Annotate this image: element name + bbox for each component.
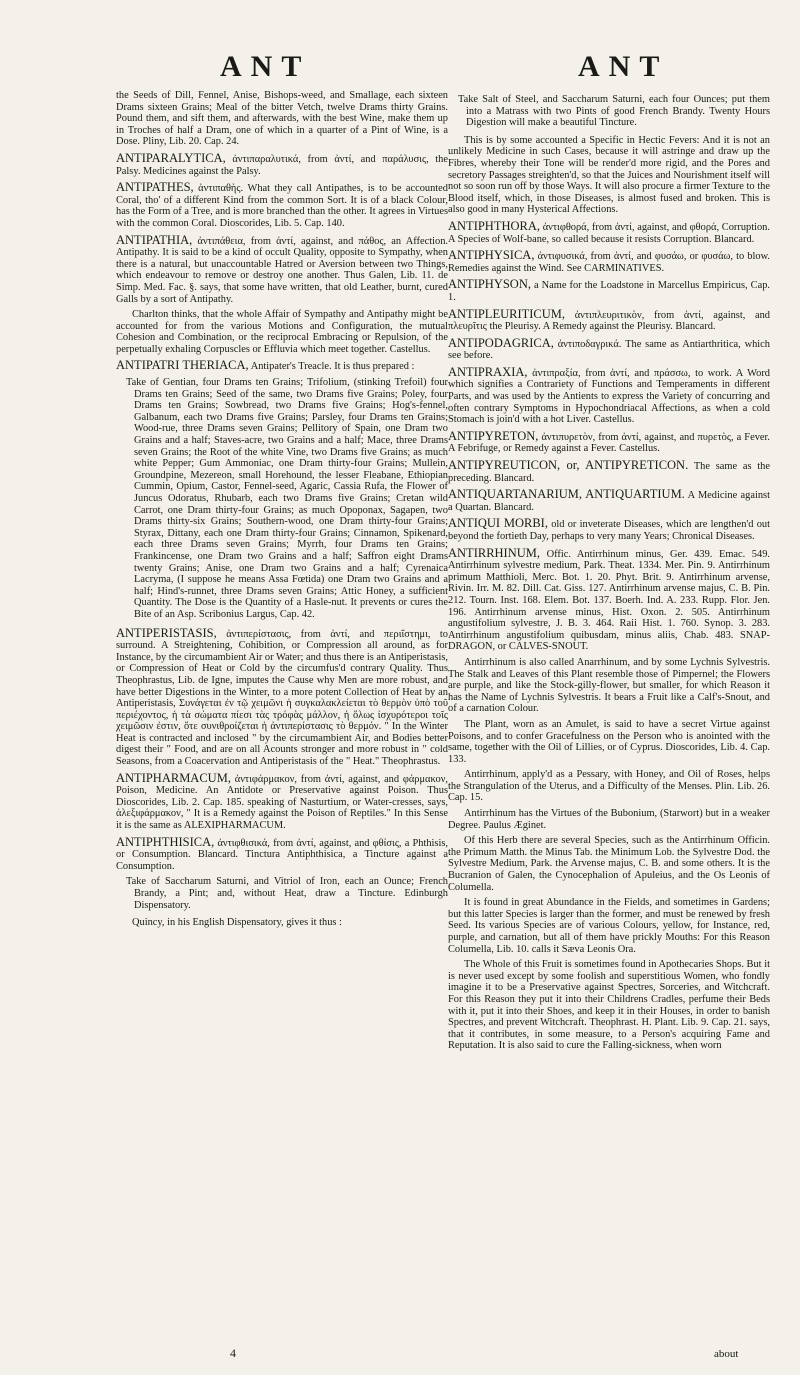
dictionary-entry: [116, 359, 448, 373]
right-column: [448, 90, 770, 1056]
text-paragraph: The Plant, worn as an Amulet, is said to have a secret Virtue against Poisons, and to confer Gracefulness on the Person who is anointed with the same, together with the Oil of Lillies, or of Cyprus. Dioscorides, Lib. 4. Cap. 133.: [448, 718, 770, 765]
entry-headword: ANTIPHYSON,: [448, 277, 531, 292]
entry-text: ἀντιπερίστασις, from ἀντί, and περιΐστημι, to surround. A Streightening, Cohibition, or Compression all around, as for Instance, by the circumambient Air or Water; and thus there is an Antiperistasis, or Compression of Heat or Cold by the circumfus'd contrary Quality. Thus Theophrastus, Lib. de Igne, imputes the Cause why Men are more robust, and have better Digestions in the Winter, to a more potent Collection of Heat by an Antiperistasis, Συνάγεται ἐν τῷ χειμῶνι ἡ συγκαλακλείεται τὸ θερμὸν ὑπὸ τοῦ περιέχοντος, ἡ τὰ σώματα πίεσι τὰς τρόφὰς μάλλον, ἡ ὅλως ἰσχυρότεροι τοῖς χειμῶσιν ἐστιν, ὅτε συνιθροίζεται ἡ ἀντιπερίστασις τὸ θερμόν. " In the Winter Heat is contracted and inclosed " by the circumambient Air, and Bodies better digest their " Food, and are on all Acounts stronger and more robust in " cold Seasons, from a Coacervation and Antiperistasis of the " Heat." Theophrastus.: [116, 628, 448, 768]
entry-text: old or inveterate Diseases, which are lengthen'd out beyond the fortieth Day, perhaps to very many Years; Chronical Diseases.: [448, 519, 770, 542]
entry-headword: ANTIQUI MORBI,: [448, 516, 548, 531]
entry-headword: ANTIQUARTANARIUM, ANTIQUARTIUM.: [448, 487, 685, 502]
entry-text: ἀντιπαραλυτικά, from ἀντί, and παράλυσις, the Palsy. Medicines against the Palsy.: [116, 153, 448, 177]
dictionary-entry: [116, 234, 448, 306]
text-paragraph: Antirrhinum has the Virtues of the Bubonium, (Starwort) but in a weaker Degree. Paulus Æginet.: [448, 808, 770, 831]
entry-text: ἀντιφάρμακον, from ἀντί, against, and φάρμακον, Poison, Medicine. An Antidote or Preservative against Poison. Thus Dioscorides, Lib. 2. Cap. 185. speaking of Nasturtium, or Water-cresses, says, ἀλεξιφάρμακον, " It is a Remedy against the Poison of Reptiles." In this Sense it is the same as ALEXIPHARMACUM.: [116, 773, 448, 832]
dictionary-entry: [116, 836, 448, 873]
entry-headword: ANTIPYREUTICON, or, ANTIPYRETICON.: [448, 458, 689, 473]
text-paragraph: Quincy, in his English Dispensatory, gives it thus :: [132, 917, 342, 929]
entry-text: ἀντιπαθὴς. What they call Antipathes, is to be accounted Coral, tho' of a different Kind from the common Sort. It is of a black Colour, has the Form of a Tree, and is more branched than the other. It agrees in Virtues with the common Coral. Dioscorides, Lib. 5. Cap. 140.: [116, 183, 448, 229]
catchword: about: [714, 1348, 739, 1360]
entry-text: ἀντιπραξία, from ἀντί, and πράσσω, to work. A Word which signifies a Contrariety of Functions and Temperaments in different Parts, and was used by the Antients to express the Variety of concurring and often contrary Symptoms in Hypochondriacal Affections, as when a cold Stomach is join'd with a hot Liver. Castellus.: [448, 367, 770, 426]
entry-headword: ANTIRRHINUM,: [448, 545, 541, 560]
dictionary-entry: [448, 278, 770, 303]
entry-headword: ANTIPHARMACUM,: [116, 770, 231, 785]
entry-headword: ANTIPODAGRICA,: [448, 335, 554, 350]
dictionary-entry: [448, 308, 770, 333]
entry-headword: ANTIPERISTASIS,: [116, 625, 217, 640]
dictionary-entry: [448, 249, 770, 274]
entry-text: ἀντιπυρετὸν, from ἀντί, against, and πυρετὸς, a Fever. A Febrifuge, or Remedy against a Fever. Castellus.: [448, 431, 770, 455]
dictionary-entry: [116, 772, 448, 832]
text-paragraph: It is found in great Abundance in the Fields, and sometimes in Gardens; but this latter Species is larger than the former, and must be renewed by fresh Seed. Its various Species are of various Colours, yellow, for Instance, red, purple, and carnation, but all of them have prickly Mouths: For this Reason Columella, Lib. 10. calls it Sæva Leonis Ora.: [448, 897, 770, 955]
entry-headword: ANTIPATRI THERIACA,: [116, 358, 249, 373]
recipe-paragraph: Take Salt of Steel, and Saccharum Saturni, each four Ounces; put them into a Matrass with two Pints of good French Brandy. Twenty Hours Digestion will make a beautiful Tincture.: [458, 94, 770, 129]
text-paragraph: Charlton thinks, that the whole Affair of Sympathy and Antipathy might be accounted for from the various Motions and Configuration, the mutual Cohesion and Combination, or the reciprocal Embracing or Repulsion, of the perpetually exhaling Corpuscles or Effluvia which meet together. Castellus.: [116, 309, 448, 355]
text-paragraph: This is by some accounted a Specific in Hectic Fevers: And it is not an unlikely Medicine in such Cases, because it will astringe and draw up the Fibres, whereby their Tone will be render'd more rigid, and the Pores and secretory Passages streighten'd, so that the Juices and Nourishment itself will not so soon run off by those Ways. It will also procure a firmer Texture to the Blood itself, which, in those Diseases, is almost fused and broken. This is also good in many Hysterical Affections.: [448, 134, 770, 216]
dictionary-entry: [448, 459, 770, 484]
entry-text: The same as the preceding. Blancard.: [448, 461, 770, 484]
entry-text: ἀντιφθορά, from ἀντί, against, and φθορά, Corruption. A Species of Wolf-bane, so called because it resists Corruption. Blancard.: [448, 221, 770, 245]
dictionary-entry: [448, 430, 770, 455]
running-head-right: ANT: [578, 50, 669, 83]
recipe-paragraph: Take of Gentian, four Drams ten Grains; Trifolium, (stinking Trefoil) four Drams ten Grains; Seed of the same, two Drams five Grains; Poley, four Drams ten Grains; Sowbread, two Drams five Grains; Hog's-fennel, Galbanum, each two Drams five Grains; Parsley, four Drams ten Grains; Wood-rue, three Drams seven Grains; Pellitory of Spain, one Dram two Grains and a half; Staves-acre, two Grains and a half; Mace, three Drams seven Grains; the Root of the white Vine, two Drams five Grains; as much white Pepper; Gum Ammoniac, one Dram thirty-four Grains; Mullein, Groundpine, Mezereon, small Horehound, the lesser Fleabane, Ethiopian Cummin, Opium, Castor, Fennel-seed, Agaric, Cassia Rufa, the Flower of Juncus Odoratus, Rhubarb, each two Drams five Grains; Cretan wild Carrot, one Dram thirty-four Grains; as much Opoponax, Sagapen, two Drams thirty-six Grains; Southern-wood, one Dram thirty-four Grains; Styrax, Dittany, each one Dram thirty-four Grains; Cinnamon, Spikenard, each three Drams seven Grains; Myrrh, four Drams ten Grains; Frankincense, one Dram two Grains and a half; Saffron eight Drams twenty Grains; Anise, one Dram two Grains and a half; Cyrenaica Lacryma, (I suppose he means Assa Fœtida) one Dram two Grains and a half; Hind's-runnet, three Drams seven Grains; Attic Honey, a sufficient Quantity. The Dose is the Quantity of a Hasle-nut. It prevents or cures the Bite of an Asp. Scribonius Largus, Cap. 42.: [126, 377, 448, 620]
dictionary-entry: [116, 181, 448, 229]
entry-headword: ANTIPHTHORA,: [448, 218, 541, 233]
entry-text: Antipater's Treacle. It is thus prepared :: [250, 361, 415, 373]
dictionary-entry: [448, 366, 770, 426]
entry-text: a Name for the Loadstone in Marcellus Empiricus, Cap. 1.: [448, 280, 770, 303]
entry-headword: ANTIPATHIA,: [116, 232, 193, 247]
entry-headword: ANTIPATHES,: [116, 180, 194, 195]
text-paragraph: Of this Herb there are several Species, such as the Antirrhinum Officin. the Primum Matth. the Minus Tab. the Minimum Lob. the Sylvestre Dod. the Sylvestre Medium, Park. the Arvense majus, C. B. and some others. It is the Bucranion of Galen, the Cynocephalion of Apuleius, and the Os Leonis of Columella.: [448, 835, 770, 893]
entry-text: Offic. Antirrhinum minus, Ger. 439. Emac. 549. Antirrhinum sylvestre medium, Park. Theat. 1334. Mer. Pin. 9. Antirrhinum primum Matthioli, Merc. Bot. 1. 20. Phyt. Brit. 9. Antirrhinum arvense, Rivin. Irr. M. 82. Dill. Cat. Giss. 127. Antirrhinum arvense majus, C. B. Pin. 212. Tourn. Inst. 168. Elem. Bot. 137. Boerh. Ind. A. 233. Rupp. Flor. Jen. 196. Antirrhinum arvense minus, Hist. Oxon. 2. 505. Antirrhinum angustifolium sylvestre, J. B. 3. 464. Raii Hist. 1. 760. Synop. 3. 283. Antirrhinum angustifolium quibusdam, minus aliis, Chab. 483. SNAP-DRAGON, or CALVES-SNOUT.: [448, 548, 770, 653]
dictionary-entry: [116, 152, 448, 177]
entry-text: A Medicine against a Quartan. Blancard.: [448, 490, 770, 513]
recipe-paragraph: Take of Saccharum Saturni, and Vitriol of Iron, each an Ounce; French Brandy, a Pint; and, without Heat, draw a Tincture. Edinburgh Dispensatory.: [126, 876, 448, 911]
running-head-left: ANT: [220, 50, 311, 83]
entry-headword: ANTIPLEURITICUM,: [448, 306, 566, 321]
entry-text: ἀντιπλευριτικὸν, from ἀντί, against, and πλευρῖτις the Pleurisy. A Remedy against the Pleurisy. Blancard.: [448, 309, 770, 333]
entry-text: ἀντιποδαγρικά. The same as Antiarthritica, which see before.: [448, 338, 770, 362]
entry-text: ἀντιπάθεια, from ἀντί, against, and πάθος, an Affection. Antipathy. It is said to be a kind of occult Quality, opposite to Sympathy, when there is a natural, but unaccountable Hatred or Aversion between two Things, which endeavour to remove or destroy one another. Thus Galen, Lib. 11. de Simp. Med. Fac. §. says, that some have written, that old Leather, burnt, cured Galls by a sort of Antipathy.: [116, 235, 448, 305]
entry-headword: ANTIPYRETON,: [448, 428, 539, 443]
entry-headword: ANTIPHTHISICA,: [116, 834, 215, 849]
dictionary-entry: [448, 547, 770, 653]
entry-headword: ANTIPHYSICA,: [448, 248, 535, 263]
page-number: 4: [230, 1346, 236, 1360]
text-paragraph: the Seeds of Dill, Fennel, Anise, Bishops-weed, and Smallage, each sixteen Drams sixteen Grains; Meal of the bitter Vetch, twelve Drams thirty Grains. Pound them, and sift them, and afterwards, with the best Wine, make them up in Troches of half a Dram, one of which in a quarter of a Pint of Wine, is a Dose. Pliny, Lib. 20. Cap. 24.: [116, 90, 448, 148]
dictionary-entry: [448, 517, 770, 542]
dictionary-entry: [116, 627, 448, 768]
text-paragraph: Antirrhinum, apply'd as a Pessary, with Honey, and Oil of Roses, helps the Strangulation of the Uterus, and a Difficulty of the Menses. Plin. Lib. 26. Cap. 15.: [448, 769, 770, 804]
text-paragraph: The Whole of this Fruit is sometimes found in Apothecaries Shops. But it is never used except by some foolish and superstitious Women, who fondly imagine it to be a Preservative against Spectres, Sorceries, and Witchcraft. For this Reason they put it into their Childrens Cradles, perfume their Beds with it, put it into their Shoes, and keep it in their Houses, in order to banish Spectres, and prevent Witchcraft. Theophrast. H. Plant. Lib. 9. Cap. 21. says, that it contributes, in some measure, to a Person's acquiring Fame and Reputation. It is also said to cure the Falling-sickness, when worn: [448, 959, 770, 1052]
dictionary-entry: [448, 337, 770, 362]
entry-text: ἀντιφθισικά, from ἀντί, against, and φθίσις, a Phthisis, or Consumption. Blancard. Tinctura Antiphthisica, a Tincture against a Consumption.: [116, 837, 448, 872]
entry-text: ἀντιφυσικά, from ἀντί, and φυσάω, or φυσάω, to blow. Remedies against the Wind. See CARMINATIVES.: [448, 251, 770, 274]
left-column: [116, 90, 448, 933]
dictionary-entry: [448, 488, 770, 513]
dictionary-entry: [448, 220, 770, 245]
entry-headword: ANTIPRAXIA,: [448, 364, 528, 379]
text-paragraph: Antirrhinum is also called Anarrhinum, and by some Lychnis Sylvestris. The Stalk and Leaves of this Plant resemble those of Pimpernel; the Flowers are purple, and like the Stock-gilly-flower, but smaller, for which Reason it has the Name of Lychnis Sylvestris. It bears a Fruit like a Calf's-Snout, and of a carnation Colour.: [448, 656, 770, 715]
entry-headword: ANTIPARALYTICA,: [116, 150, 226, 165]
